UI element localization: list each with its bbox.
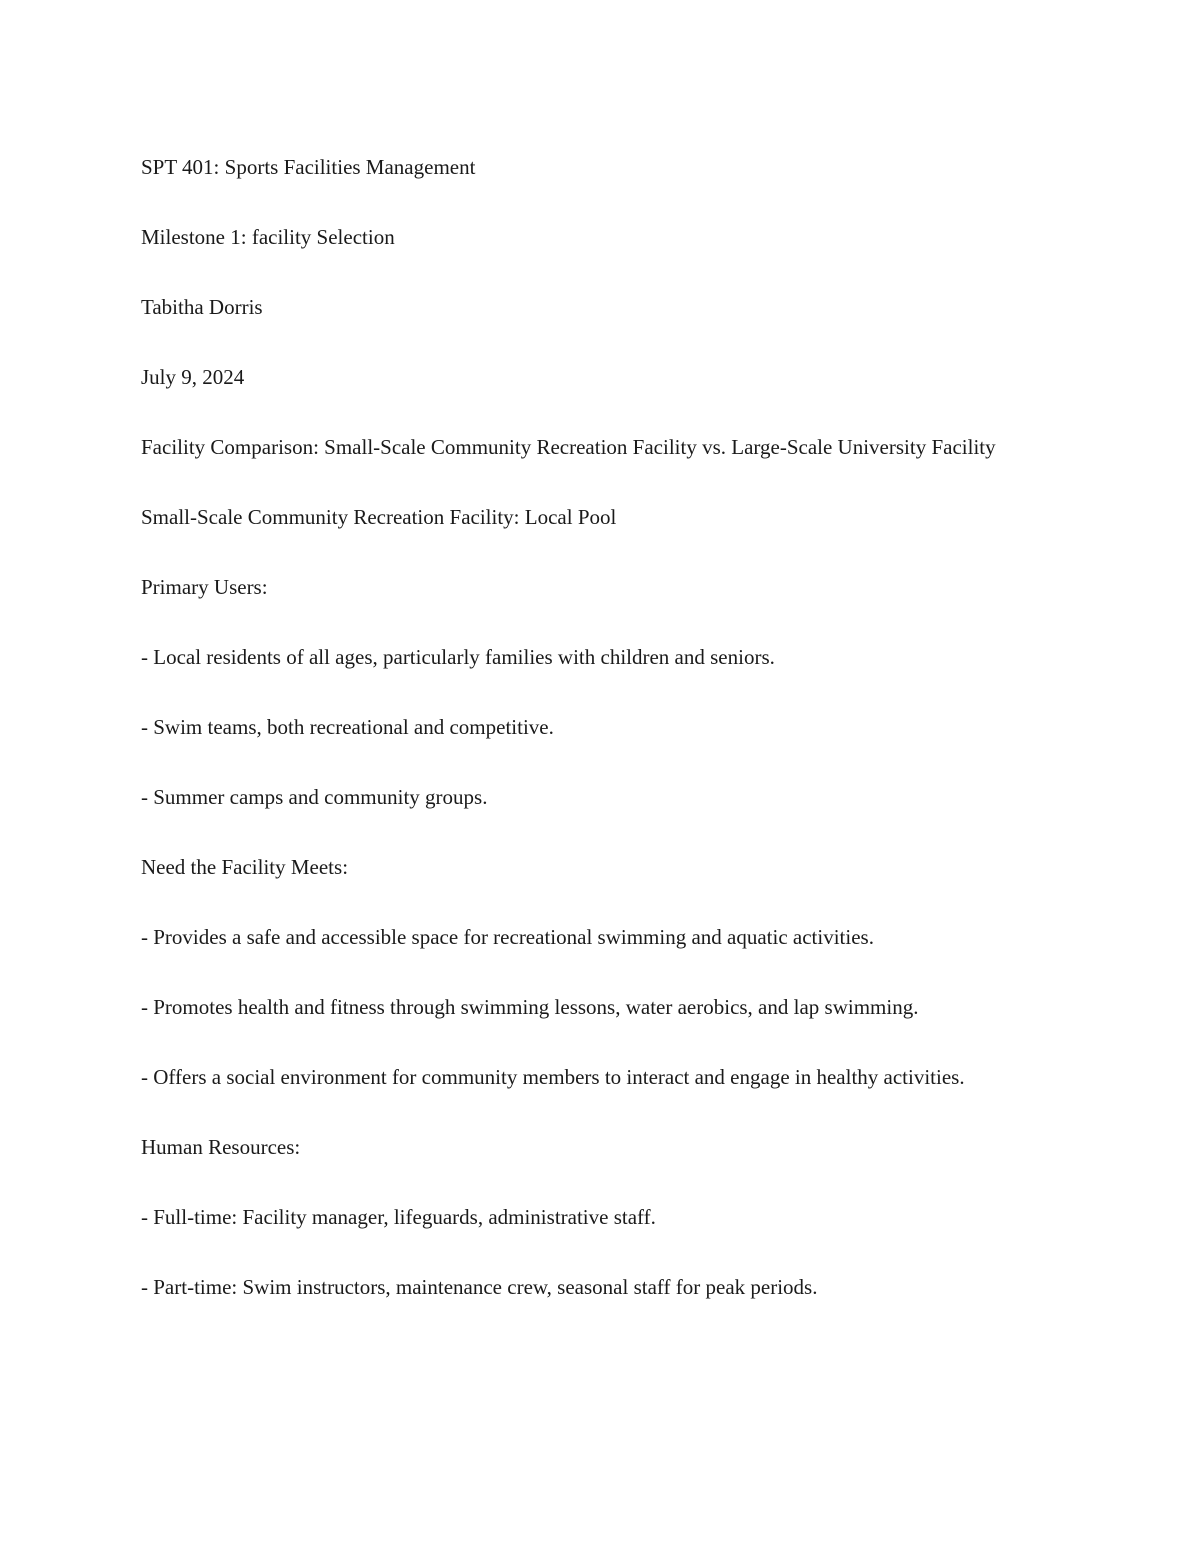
- milestone-title: Milestone 1: facility Selection: [141, 225, 395, 249]
- primary-users-item: - Swim teams, both recreational and competitive.: [141, 715, 554, 739]
- author-name: Tabitha Dorris: [141, 295, 263, 319]
- human-resources-item: - Part-time: Swim instructors, maintenance crew, seasonal staff for peak periods.: [141, 1275, 818, 1299]
- comparison-title: Facility Comparison: Small-Scale Community Recreation Facility vs. Large-Scale University Facility: [141, 435, 996, 459]
- needs-item: - Provides a safe and accessible space for recreational swimming and aquatic activities.: [141, 925, 874, 949]
- document-date: July 9, 2024: [141, 365, 245, 389]
- primary-users-item: - Local residents of all ages, particularly families with children and seniors.: [141, 645, 775, 669]
- human-resources-item: - Full-time: Facility manager, lifeguards, administrative staff.: [141, 1205, 656, 1229]
- document-body: [141, 140, 1041, 1330]
- primary-users-heading: Primary Users:: [141, 575, 268, 599]
- course-title: SPT 401: Sports Facilities Management: [141, 155, 476, 179]
- small-facility-heading: Small-Scale Community Recreation Facility: Local Pool: [141, 505, 617, 529]
- human-resources-heading: Human Resources:: [141, 1135, 301, 1159]
- needs-item: - Promotes health and fitness through swimming lessons, water aerobics, and lap swimming.: [141, 995, 919, 1019]
- needs-item: - Offers a social environment for community members to interact and engage in healthy activities.: [141, 1065, 965, 1089]
- needs-heading: Need the Facility Meets:: [141, 855, 349, 879]
- primary-users-item: - Summer camps and community groups.: [141, 785, 488, 809]
